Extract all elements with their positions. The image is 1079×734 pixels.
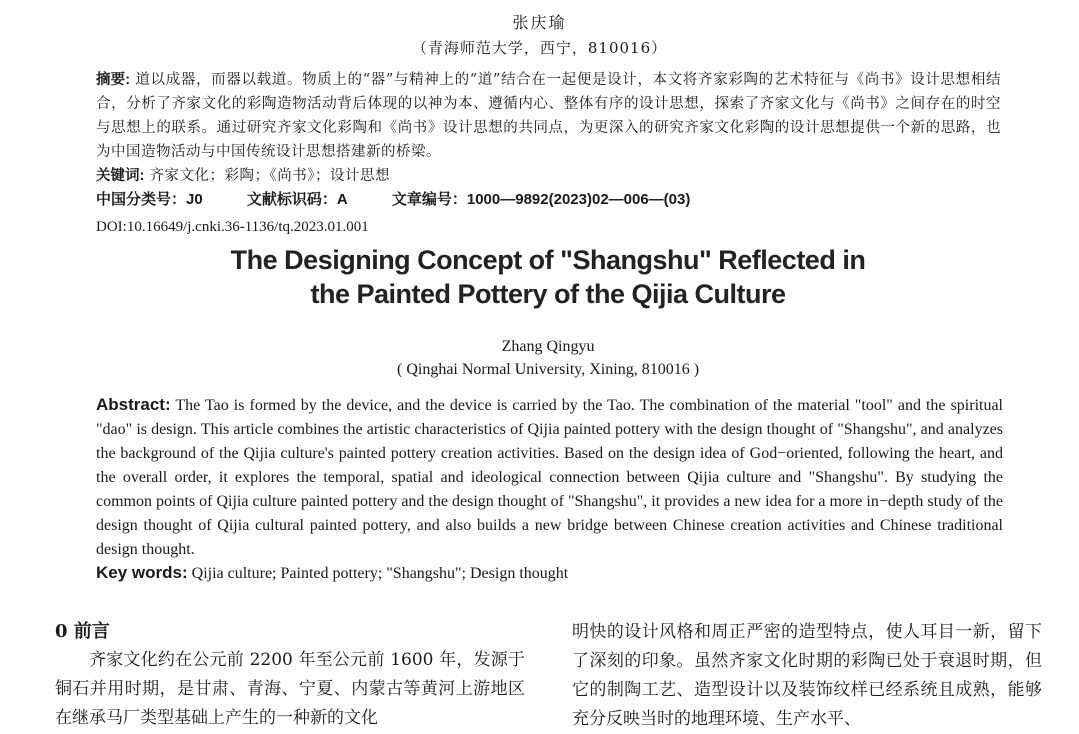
keywords-en-text: Qijia culture; Painted pottery; "Shangshu"; Design thought — [191, 565, 569, 582]
keywords-cn-label: 关键词: — [96, 168, 145, 184]
affiliation-en: ( Qinghai Normal University, Xining, 810016 ) — [396, 361, 700, 378]
section-heading: 0 前言 — [55, 621, 110, 642]
article-number: 文章编号：1000—9892(2023)02—006—(03) — [391, 191, 691, 208]
classification-line — [96, 188, 1001, 212]
keywords-cn-text: 齐家文化；彩陶；《尚书》；设计思想 — [149, 168, 390, 184]
body-column-right — [572, 618, 1042, 734]
body-column-left — [55, 618, 525, 733]
abstract-en-label: Abstract: — [96, 395, 171, 414]
title-line-2: the Painted Pottery of the Qijia Culture — [310, 279, 786, 309]
body-paragraph-left: 齐家文化约在公元前 2200 年至公元前 1600 年，发源于铜石并用时期，是甘肃、青海、宁夏、内蒙古等黄河上游地区在继承马厂类型基础上产生的一种新的文化 — [55, 650, 525, 728]
abstract-cn-text: 道以成器，而器以载道。物质上的“器”与精神上的“道”结合在一起便是设计，本文将齐家彩陶的艺术特征与《尚书》设计思想相结合，分析了齐家文化的彩陶造物活动背后体现的以神为本、遵循内心、整体有序的设计思想，探索了齐家文化与《尚书》之间存在的时空与思想上的联系。通过研究齐家文化彩陶和《尚书》设计思想的共同点，为更深入的研究齐家文化彩陶的设计思想提供一个新的思路，也为中国造物活动与中国传统设计思想搭建新的桥梁。 — [96, 72, 1001, 160]
body-paragraph-right: 明快的设计风格和周正严密的造型特点，使人耳目一新，留下了深刻的印象。虽然齐家文化时期的彩陶已处于衰退时期，但它的制陶工艺、造型设计以及装饰纹样已经系统且成熟，能够充分反映当时的地理环境、生产水平、 — [572, 622, 1042, 729]
paper-title-en — [0, 243, 1079, 311]
keywords-cn — [96, 164, 1001, 188]
title-line-1: The Designing Concept of "Shangshu" Reflected in — [230, 245, 866, 275]
abstract-en — [96, 393, 1003, 562]
abstract-cn — [96, 68, 1001, 164]
keywords-en-label: Key words: — [96, 563, 188, 582]
clc-number: 中国分类号：J0 — [96, 191, 203, 208]
affiliation-cn: （青海师范大学，西宁，810016） — [411, 39, 668, 57]
keywords-en — [96, 561, 1003, 586]
abstract-en-text: The Tao is formed by the device, and the device is carried by the Tao. The combination of the material "tool" and the spiritual "dao" is design. This article combines the artistic characteristics of Qijia painted pottery with the design thought of "Shangshu", and analyzes the background of the Qijia culture's painted pottery creation activities. Based on the design idea of God−oriented, following the heart, and the overall order, it explores the temporal, spatial and ideological connection between Qijia culture and "Shangshu". By studying the common points of Qijia culture painted pottery and the design thought of "Shangshu", it provides a new idea for a more in−depth study of the design thought of Qijia cultural painted pottery, and also builds a new bridge between Chinese creation activities and Chinese traditional design thought. — [96, 397, 1003, 558]
document-code: 文献标识码：A — [246, 191, 348, 208]
author-name-en: Zhang Qingyu — [501, 338, 595, 355]
author-name-cn: 张庆瑜 — [512, 13, 567, 32]
abstract-cn-label: 摘要: — [96, 72, 131, 88]
doi: DOI:10.16649/j.cnki.36-1136/tq.2023.01.001 — [96, 219, 369, 235]
